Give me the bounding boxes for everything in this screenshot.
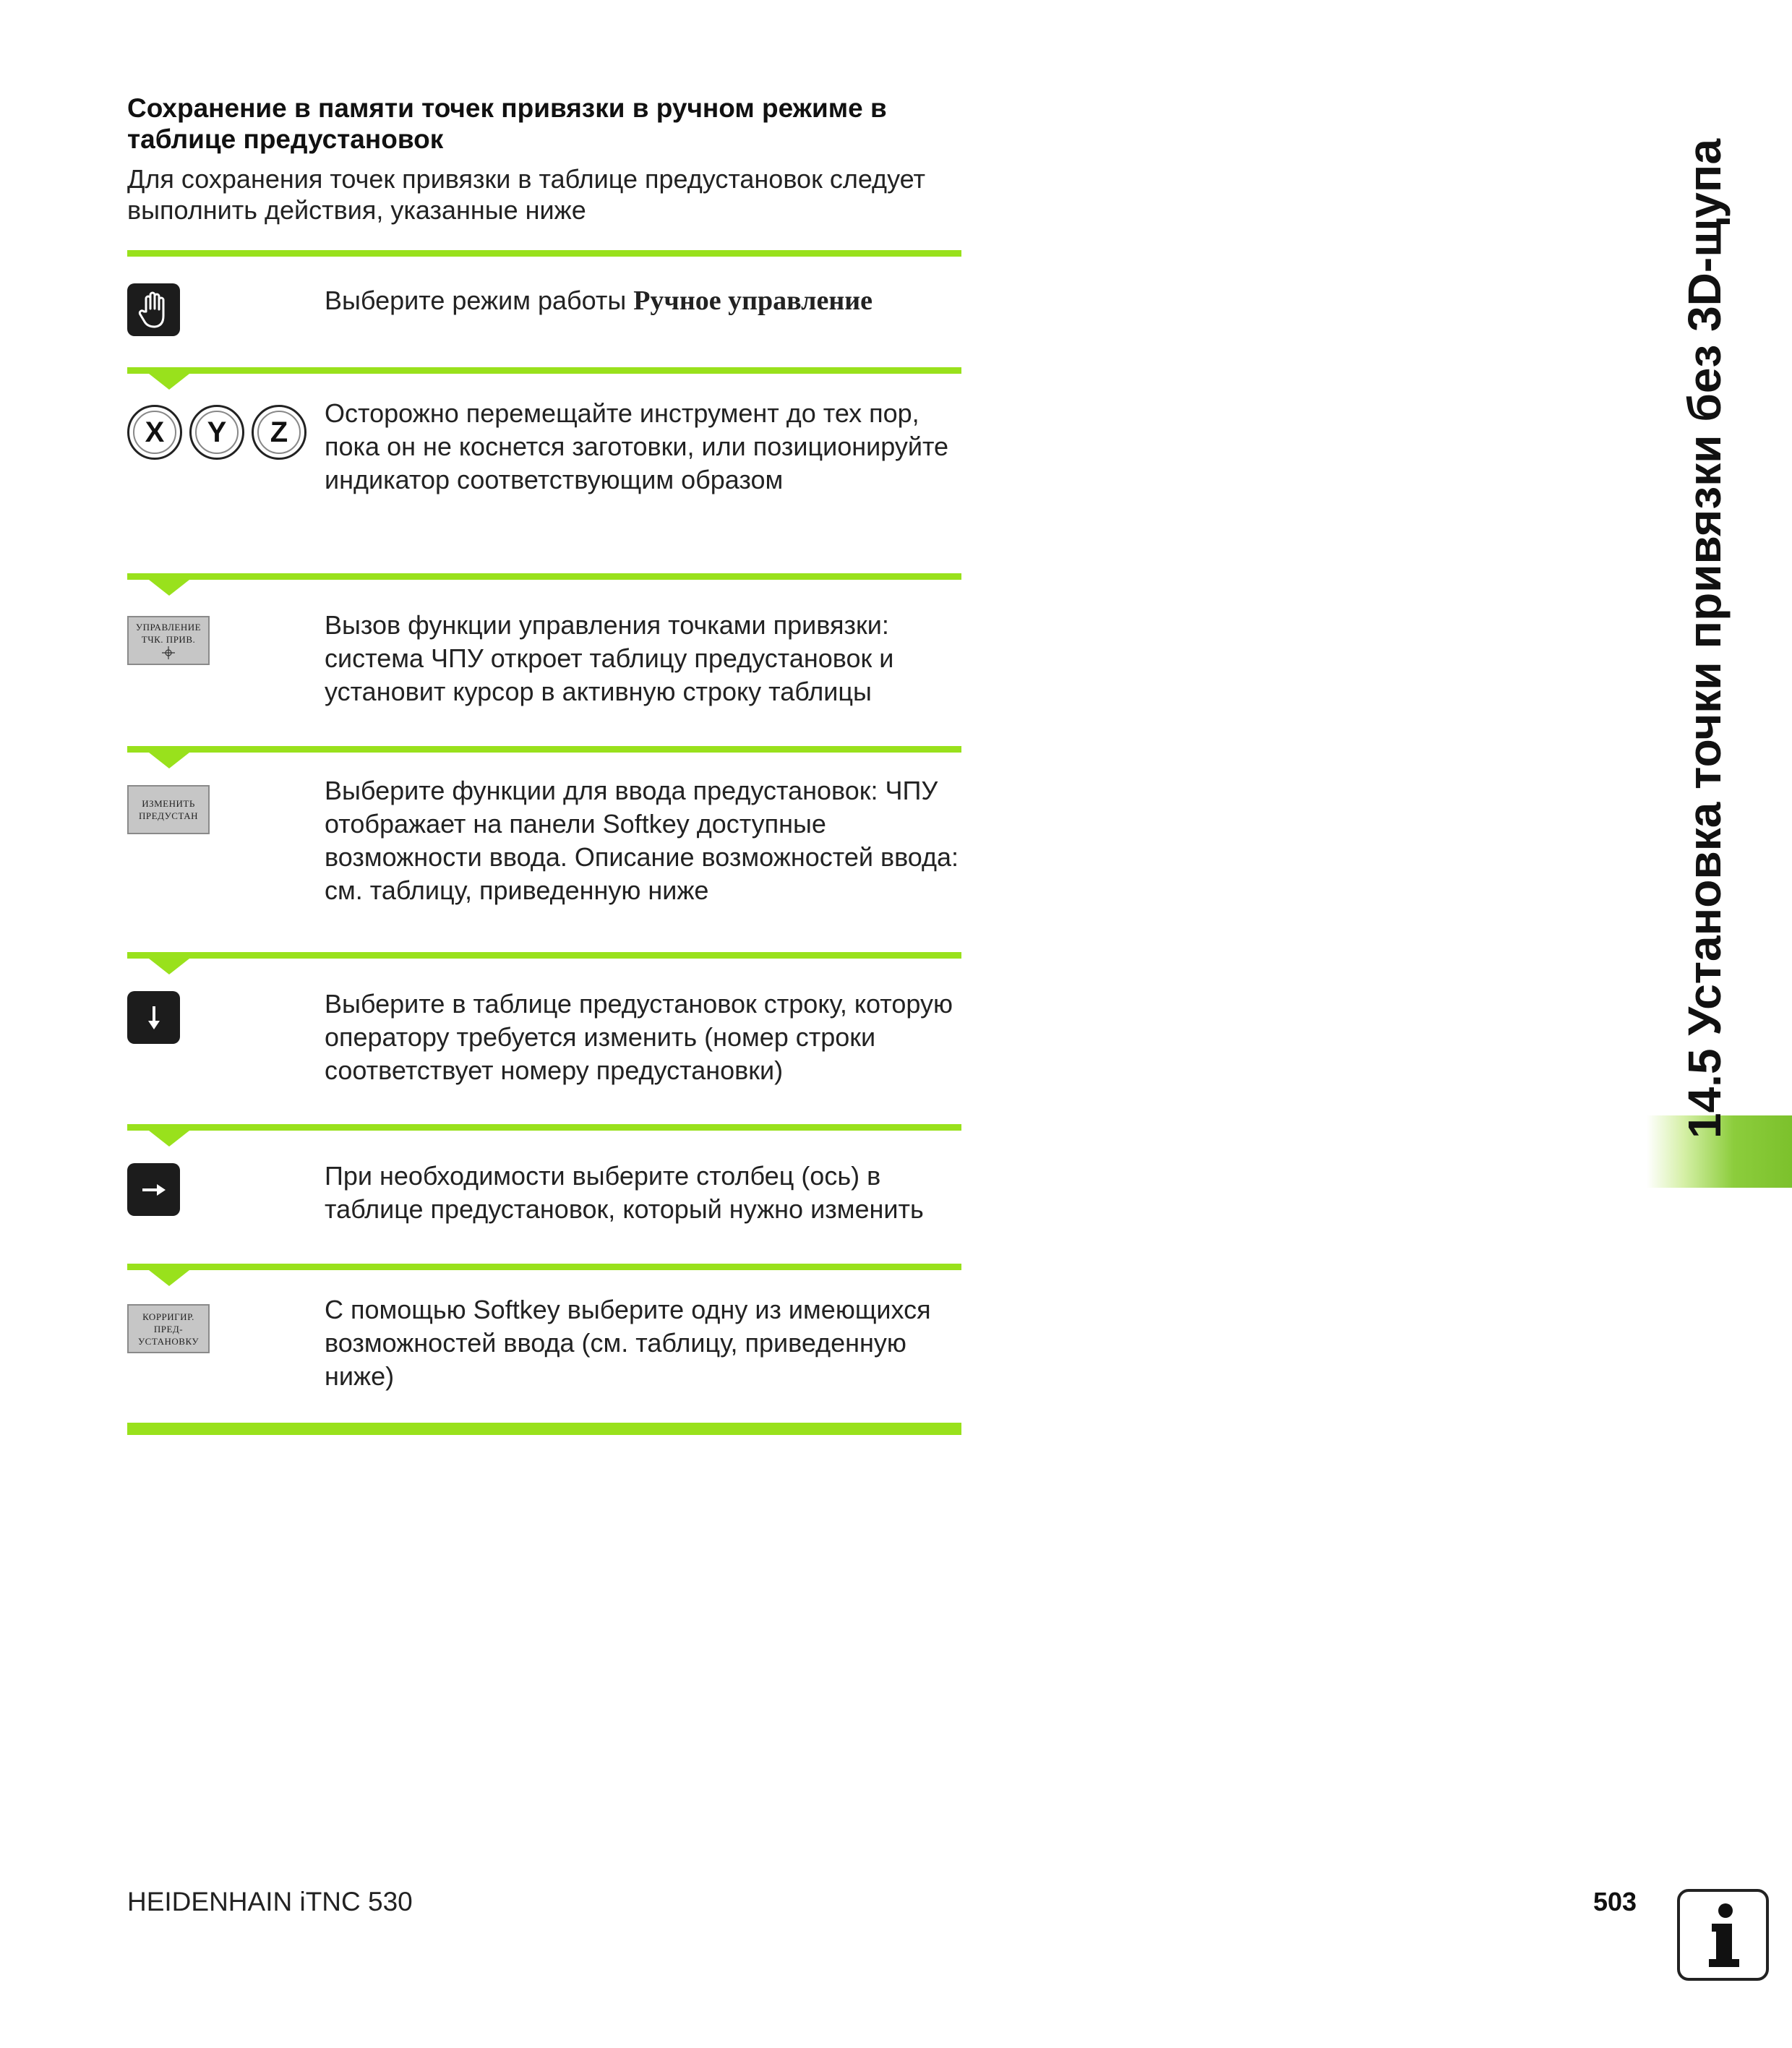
divider bbox=[127, 1423, 961, 1435]
footer-product: HEIDENHAIN iTNC 530 bbox=[127, 1887, 413, 1916]
z-axis-key bbox=[252, 405, 306, 460]
step-4-text: Выберите функции для ввода предустановок: ЧПУ отображает на панели Softkey доступные возможности ввода. Описание возможностей ввода: см. таблицу, приведенную ниже bbox=[325, 776, 959, 905]
step-1 bbox=[127, 257, 961, 367]
softkey-line: УПРАВЛЕНИЕ bbox=[135, 622, 202, 633]
step-4 bbox=[127, 753, 961, 952]
x-axis-key-label: X bbox=[145, 416, 165, 448]
y-axis-key bbox=[189, 405, 244, 460]
info-icon bbox=[1677, 1889, 1769, 1981]
step-3 bbox=[127, 580, 961, 746]
softkey-line: КОРРИГИР. bbox=[142, 1311, 194, 1322]
step-2 bbox=[127, 374, 961, 573]
step-1-text bbox=[325, 284, 961, 317]
softkey-line: ИЗМЕНИТЬ bbox=[142, 798, 195, 809]
divider bbox=[127, 1124, 961, 1131]
softkey-edit-preset bbox=[127, 785, 210, 834]
divider bbox=[127, 573, 961, 580]
step-6-text: При необходимости выберите столбец (ось) в таблице предустановок, который нужно изменить bbox=[325, 1161, 924, 1224]
step-6 bbox=[127, 1131, 961, 1264]
divider bbox=[127, 1264, 961, 1270]
softkey-line: УСТАНОВКУ bbox=[137, 1335, 200, 1347]
chapter-title: 14.5 Установка точки привязки без 3D-щупа bbox=[1679, 138, 1731, 1139]
intro-paragraph: Для сохранения точек привязки в таблице предустановок следует выполнить действия, указанные ниже bbox=[127, 164, 925, 225]
step-3-text: Вызов функции управления точками привязки: система ЧПУ откроет таблицу предустановок и установит курсор в активную строку таблицы bbox=[325, 610, 894, 706]
page-number: 503 bbox=[1593, 1887, 1637, 1916]
z-axis-key-label: Z bbox=[270, 416, 288, 448]
divider bbox=[127, 250, 961, 257]
axis-keys bbox=[127, 405, 306, 460]
section-heading: Сохранение в памяти точек привязки в ручном режиме в таблице предустановок bbox=[127, 93, 887, 154]
divider bbox=[127, 367, 961, 374]
step-7 bbox=[127, 1270, 961, 1423]
x-axis-key bbox=[127, 405, 182, 460]
mode-name: Ручное управление bbox=[633, 286, 873, 316]
step-2-text: Осторожно перемещайте инструмент до тех пор, пока он не коснется заготовки, или позиционируйте индикатор соответствующим образом bbox=[325, 398, 949, 494]
softkey-line: ПРЕД- bbox=[153, 1323, 184, 1334]
step-1-label: Выберите режим работы bbox=[325, 286, 634, 315]
crosshair-icon bbox=[161, 646, 176, 660]
divider bbox=[127, 746, 961, 753]
step-5 bbox=[127, 959, 961, 1124]
softkey-line: ТЧК. ПРИВ. bbox=[141, 634, 196, 645]
hand-icon bbox=[127, 283, 180, 336]
arrow-right-icon bbox=[127, 1163, 180, 1216]
step-table bbox=[127, 250, 961, 1435]
softkey-correct-preset bbox=[127, 1304, 210, 1353]
step-5-text: Выберите в таблице предустановок строку, которую оператору требуется изменить (номер строки соответствует номеру предустановки) bbox=[325, 989, 953, 1085]
softkey-preset-management bbox=[127, 616, 210, 665]
step-7-text: С помощью Softkey выберите одну из имеющихся возможностей ввода (см. таблицу, приведенную ниже) bbox=[325, 1295, 931, 1391]
divider bbox=[127, 952, 961, 959]
y-axis-key-label: Y bbox=[207, 416, 227, 448]
arrow-down-icon bbox=[127, 991, 180, 1044]
softkey-line: ПРЕДУСТАН bbox=[138, 810, 199, 821]
